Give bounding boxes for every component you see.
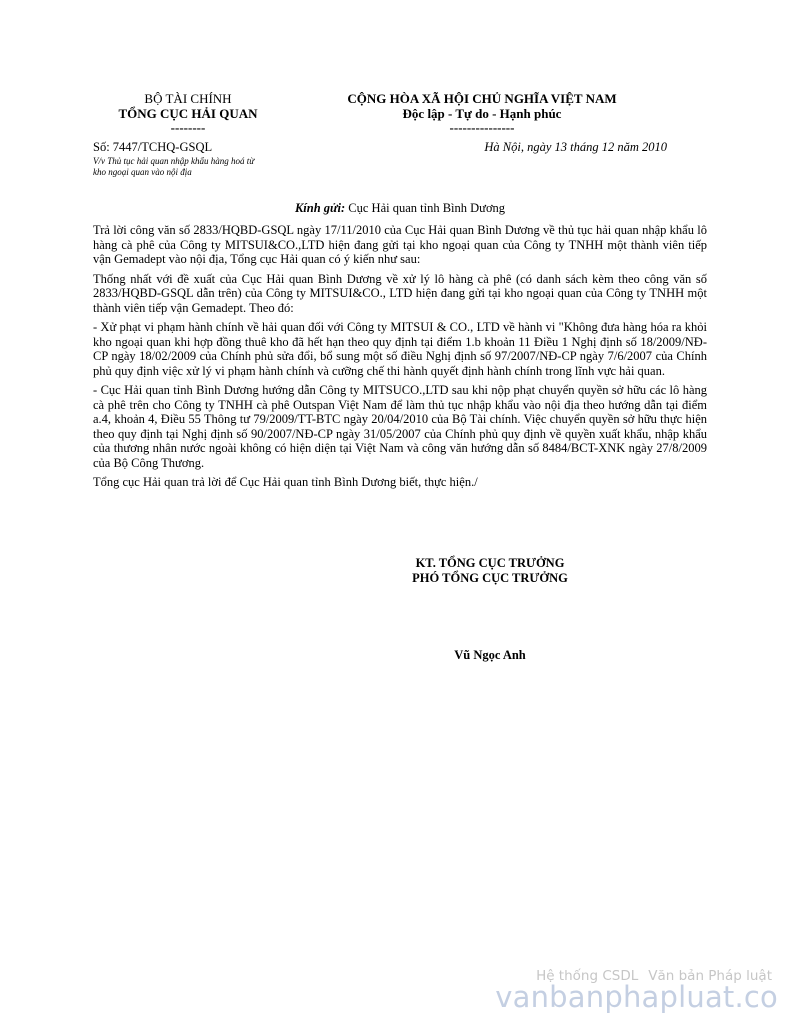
document-number: Số: 7447/TCHQ-GSQL [93,140,213,154]
body-paragraph: Thống nhất với đề xuất của Cục Hải quan Bình Dương về xử lý lô hàng cà phê (có danh sách kèm theo công văn số 2833/HQBD-GSQL dẫn trên) của Công ty MITSUI&CO., LTD hiện đang gửi tại kho ngoại quan của Công ty TNHH một thành viên tiếp vận Gemadept. Theo đó: [93,271,707,315]
body-paragraph: - Xử phạt vi phạm hành chính về hải quan đối với Công ty MITSUI & CO., LTD về hành vi "Không đưa hàng hóa ra khỏi kho ngoại quan khi hợp đồng thuê kho đã hết hạn theo quy định tại điểm 1.b khoản 11 Điều 1 Nghị định số 18/2009/NĐ-CP ngày 18/02/2009 của Chính phủ sửa đổi, bổ sung một số điều Nghị định số 97/2007/NĐ-CP ngày 7/6/2007 của Chính phủ quy định việc xử lý vi phạm hành chính và cưỡng chế thi hành quyết định hành chính trong lĩnh vực hải quan. [93,320,707,378]
national-motto: Độc lập - Tự do - Hạnh phúc [402,105,562,121]
body-paragraph: Trả lời công văn số 2833/HQBD-GSQL ngày 17/11/2010 của Cục Hải quan Bình Dương về thủ tục hải quan nhập khẩu lô hàng cà phê của Công ty MITSUI&CO.,LTD hiện đang gửi tại kho ngoại quan của Công ty TNHH một thành viên tiếp vận Gemadept vào nội địa, Tổng cục Hải quan có ý kiến như sau: [93,223,707,266]
signer-name: Vũ Ngọc Anh [454,648,526,662]
issuer-header [80,92,296,136]
recipient-label: Kính gửi: [294,201,346,215]
body-paragraph: Tổng cục Hải quan trả lời để Cục Hải quan tỉnh Bình Dương biết, thực hiện./ [93,475,478,489]
subject-line: kho ngoại quan vào nội địa [93,167,192,177]
ministry-name: BỘ TÀI CHÍNH [144,91,232,106]
letter-body [93,223,707,495]
watermark-caption-part: Văn bản Pháp luật [648,968,772,984]
watermark-caption-part: Hệ thống CSDL [536,968,639,984]
signature-title: KT. TỔNG CỤC TRƯỞNG [415,556,565,570]
national-title: CỘNG HÒA XÃ HỘI CHỦ NGHĨA VIỆT NAM [347,91,617,106]
document-subject [93,156,303,178]
national-header [312,92,652,136]
signature-block [370,556,610,586]
signature-position: PHÓ TỔNG CỤC TRƯỞNG [412,571,568,585]
date-line: Hà Nội, ngày 13 tháng 12 năm 2010 [484,140,667,154]
issuer-divider: -------- [170,120,206,135]
recipient-name: Cục Hải quan tỉnh Bình Dương [348,201,506,215]
agency-name: TỔNG CỤC HẢI QUAN [118,105,258,121]
subject-line: V/v Thủ tục hải quan nhập khẩu hàng hoá từ [93,156,255,166]
body-paragraph: - Cục Hải quan tỉnh Bình Dương hướng dẫn Công ty MITSUCO.,LTD sau khi nộp phạt chuyển quyền sở hữu các lô hàng cà phê trên cho Công ty TNHH cà phê Outspan Việt Nam để làm thủ tục nhập khẩu vào nội địa theo hướng dẫn tại điểm a.4, khoản 4, Điều 55 Thông tư 79/2009/TT-BTC ngày 20/04/2010 của Bộ Tài chính. Việc chuyển quyền sở hữu thực hiện theo quy định tại Nghị định số 90/2007/NĐ-CP ngày 31/05/2007 của Chính phủ quy định về quyền xuất khẩu, nhập khẩu của thương nhân nước ngoài không có hiện diện tại Việt Nam và công văn hướng dẫn số 8484/BCT-XNK ngày 27/8/2009 của Bộ Công Thương. [93,383,707,470]
motto-divider: --------------- [449,120,515,135]
watermark-site: vanbanphapluat.co [495,980,778,1014]
recipient-line [93,201,707,216]
